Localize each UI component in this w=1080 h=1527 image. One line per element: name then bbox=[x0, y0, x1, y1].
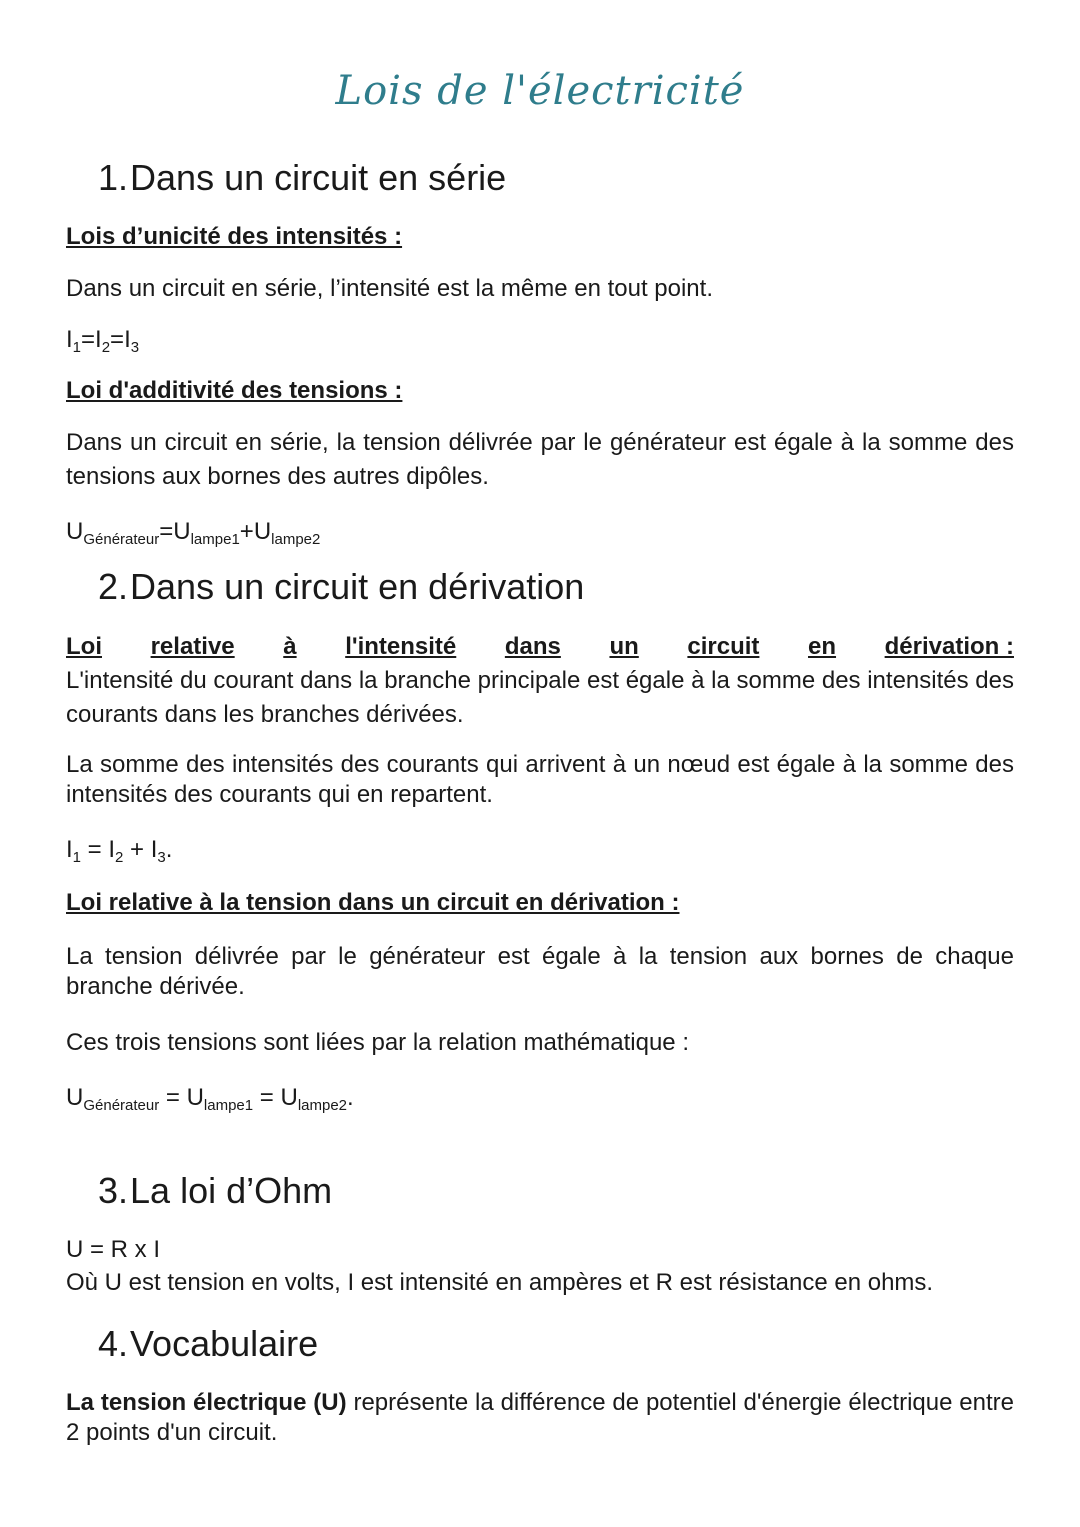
s2-law2-text2: Ces trois tensions sont liées par la relation mathématique : bbox=[66, 1029, 689, 1056]
s1-law1-heading: Lois d’unicité des intensités : bbox=[66, 223, 403, 250]
s1-formula-tensions: $U_{Générateur}=U_{lampe1}+U_{lampe2}$ bbox=[66, 518, 321, 548]
s2-formula-intensities: $I_1 = I_2 + I_3$. bbox=[66, 836, 173, 866]
section-1-number: 1. bbox=[98, 157, 129, 198]
s1-law1-text: Dans un circuit en série, l’intensité est la même en tout point. bbox=[66, 275, 713, 302]
s1-law2-text: Dans un circuit en série, la tension délivrée par le générateur est égale à la somme des tensions aux bornes des autres dipôles. bbox=[66, 429, 1014, 490]
s4-vocab-text bbox=[66, 1388, 1014, 1448]
s2-law2-heading: Loi relative à la tension dans un circuit en dérivation : bbox=[66, 889, 680, 916]
section-4-title: Vocabulaire bbox=[130, 1323, 319, 1364]
section-1-title: Dans un circuit en série bbox=[130, 157, 507, 198]
section-2-heading bbox=[98, 566, 584, 608]
section-1-heading bbox=[98, 157, 506, 199]
s4-vocab-definition: représente la différence de potentiel d'énergie électrique entre 2 points d'un circuit. bbox=[66, 1389, 1015, 1446]
section-3-title: La loi d’Ohm bbox=[130, 1170, 333, 1211]
section-4-heading bbox=[98, 1323, 318, 1365]
s2-formula-tensions: $U_{Générateur} = U_{lampe1} = U_{lampe2}$. bbox=[66, 1084, 354, 1114]
section-3-number: 3. bbox=[98, 1170, 129, 1211]
s4-vocab-term: La tension électrique (U) bbox=[66, 1389, 347, 1416]
s1-law2-heading: Loi d'additivité des tensions : bbox=[66, 377, 403, 404]
s2-law1-heading: Loi relative à l'intensité dans un circuit en dérivation : bbox=[66, 633, 1014, 660]
s2-law1-text2: La somme des intensités des courants qui arrivent à un nœud est égale à la somme des intensités des courants qui en repartent. bbox=[66, 751, 1014, 808]
s1-formula-intensities: $I_1=I_2=I_3$ bbox=[66, 326, 140, 356]
section-2-number: 2. bbox=[98, 566, 129, 607]
s2-law1-text: L'intensité du courant dans la branche principale est égale à la somme des intensités des courants dans les branches dérivées. bbox=[66, 667, 1014, 728]
section-4-number: 4. bbox=[98, 1323, 129, 1364]
s3-ohm-text: Où U est tension en volts, I est intensité en ampères et R est résistance en ohms. bbox=[66, 1269, 934, 1296]
section-2-title: Dans un circuit en dérivation bbox=[130, 566, 585, 607]
page-title: Lois de l'électricité bbox=[335, 68, 745, 114]
s2-law2-text: La tension délivrée par le générateur est égale à la tension aux bornes de chaque branche dérivée. bbox=[66, 943, 1014, 1000]
s3-ohm-formula: U = R x I bbox=[66, 1236, 161, 1263]
section-3-heading bbox=[98, 1170, 332, 1212]
